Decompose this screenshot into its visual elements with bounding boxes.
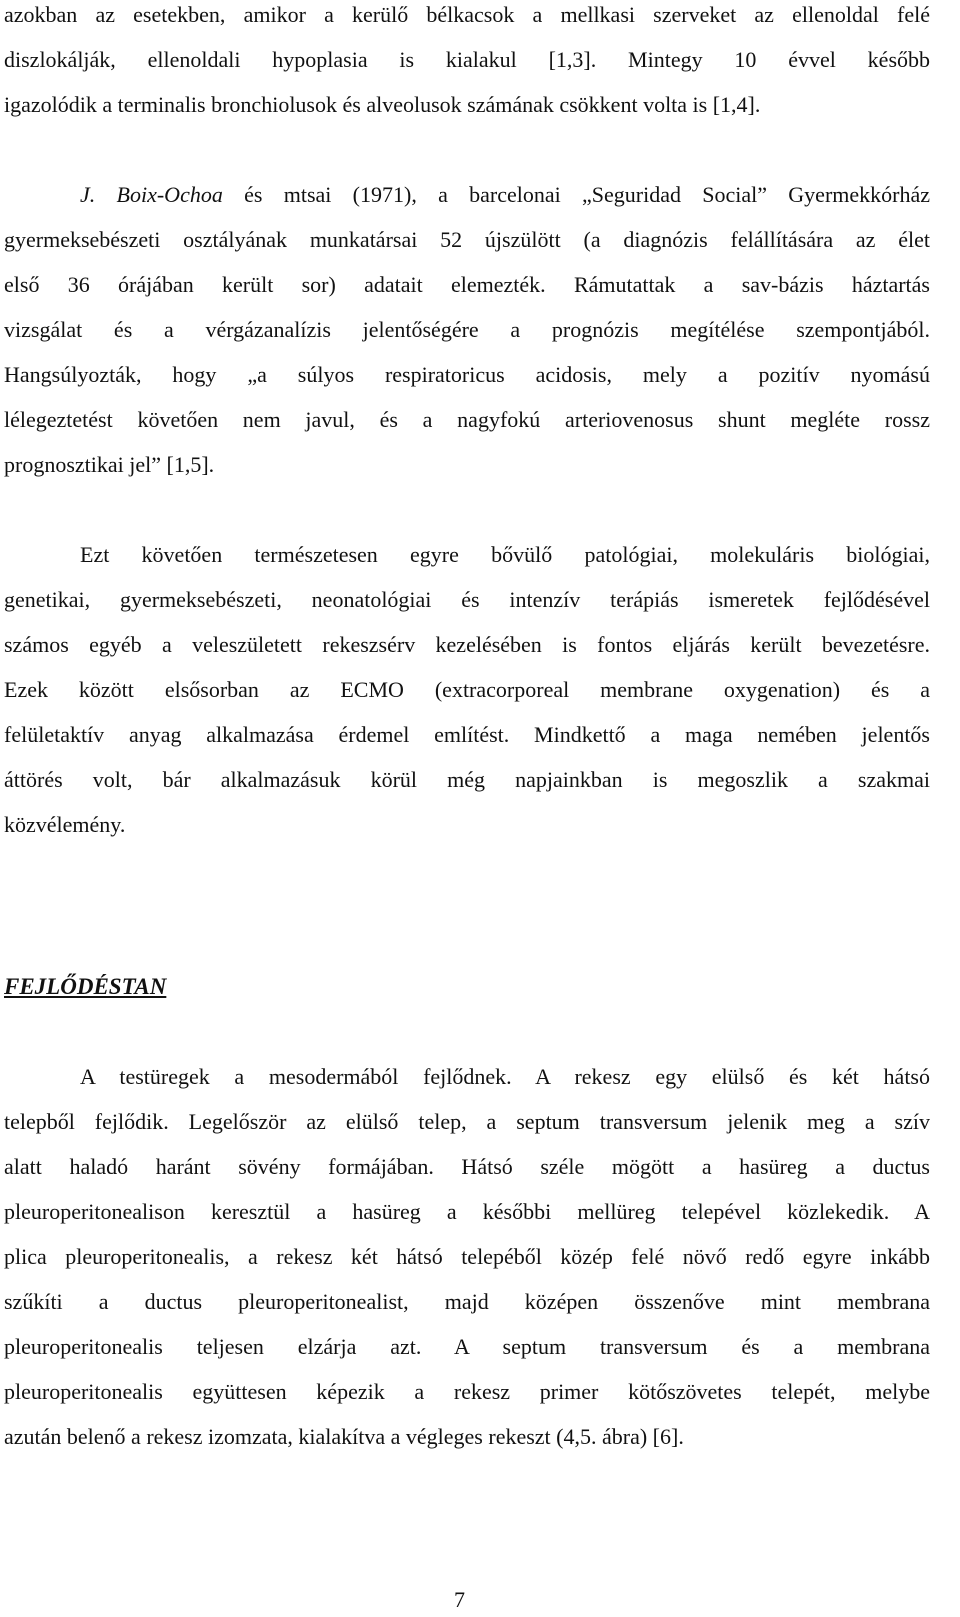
text-line: pleuroperitonealis együttesen képezik a rekesz primer kötőszövetes telepét, melybe bbox=[4, 1379, 930, 1404]
text-line: lélegeztetést követően nem javul, és a nagyfokú arteriovenosus shunt megléte rossz bbox=[4, 407, 930, 432]
text-line: pleuroperitonealison keresztül a hasüreg a későbbi mellüreg telepével közlekedik. A bbox=[4, 1199, 930, 1224]
text-line: Hangsúlyozták, hogy „a súlyos respiratoricus acidosis, mely a pozitív nyomású bbox=[4, 362, 930, 387]
text-line: gyermeksebészeti osztályának munkatársai 52 újszülött (a diagnózis felállítására az élet bbox=[4, 227, 930, 252]
text-line: A testüregek a mesodermából fejlődnek. A rekesz egy elülső és két hátsó bbox=[80, 1064, 930, 1089]
text-line: közvélemény. bbox=[4, 812, 126, 837]
text-line: prognosztikai jel” [1,5]. bbox=[4, 452, 215, 477]
text-line: telepből fejlődik. Legelőször az elülső telep, a septum transversum jelenik meg a szív bbox=[4, 1109, 930, 1134]
text-line: vizsgálat és a vérgázanalízis jelentőségére a prognózis megítélése szempontjából. bbox=[4, 317, 930, 342]
author-name: J. Boix-Ochoa bbox=[80, 182, 223, 207]
text-line: igazolódik a terminalis bronchiolusok és alveolusok számának csökkent volta is [1,4]. bbox=[4, 92, 761, 117]
text-line bbox=[80, 180, 930, 210]
text-line: azokban az esetekben, amikor a kerülő bélkacsok a mellkasi szerveket az ellenoldal felé bbox=[4, 2, 930, 27]
text-line: felületaktív anyag alkalmazása érdemel említést. Mindkettő a maga nemében jelentős bbox=[4, 722, 930, 747]
text-line: Ezek között elsősorban az ECMO (extracorporeal membrane oxygenation) és a bbox=[4, 677, 930, 702]
text-line: számos egyéb a veleszületett rekeszsérv kezelésében is fontos eljárás került bevezetésre. bbox=[4, 632, 930, 657]
text-line: plica pleuroperitonealis, a rekesz két hátsó telepéből közép felé növő redő egyre inkább bbox=[4, 1244, 930, 1269]
text-span: és mtsai (1971), a barcelonai „Seguridad Social” Gyermekkórház bbox=[222, 182, 931, 207]
section-heading: FEJLŐDÉSTAN bbox=[4, 974, 167, 999]
text-line: alatt haladó haránt sövény formájában. Hátsó széle mögött a hasüreg a ductus bbox=[4, 1154, 930, 1179]
text-line: pleuroperitonealis teljesen elzárja azt. A septum transversum és a membrana bbox=[4, 1334, 930, 1359]
text-line: azután belenő a rekesz izomzata, kialakítva a végleges rekeszt (4,5. ábra) [6]. bbox=[4, 1424, 684, 1449]
text-line: genetikai, gyermeksebészeti, neonatológiai és intenzív terápiás ismeretek fejlődésével bbox=[4, 587, 930, 612]
text-line: első 36 órájában került sor) adatait elemezték. Rámutattak a sav-bázis háztartás bbox=[4, 272, 930, 297]
text-line: Ezt követően természetesen egyre bővülő patológiai, molekuláris biológiai, bbox=[80, 542, 930, 567]
page-number: 7 bbox=[454, 1587, 465, 1612]
text-line: szűkíti a ductus pleuroperitonealist, majd középen összenőve mint membrana bbox=[4, 1289, 930, 1314]
text-line: diszlokálják, ellenoldali hypoplasia is kialakul [1,3]. Mintegy 10 évvel később bbox=[4, 47, 930, 72]
text-line: áttörés volt, bár alkalmazásuk körül még napjainkban is megoszlik a szakmai bbox=[4, 767, 930, 792]
